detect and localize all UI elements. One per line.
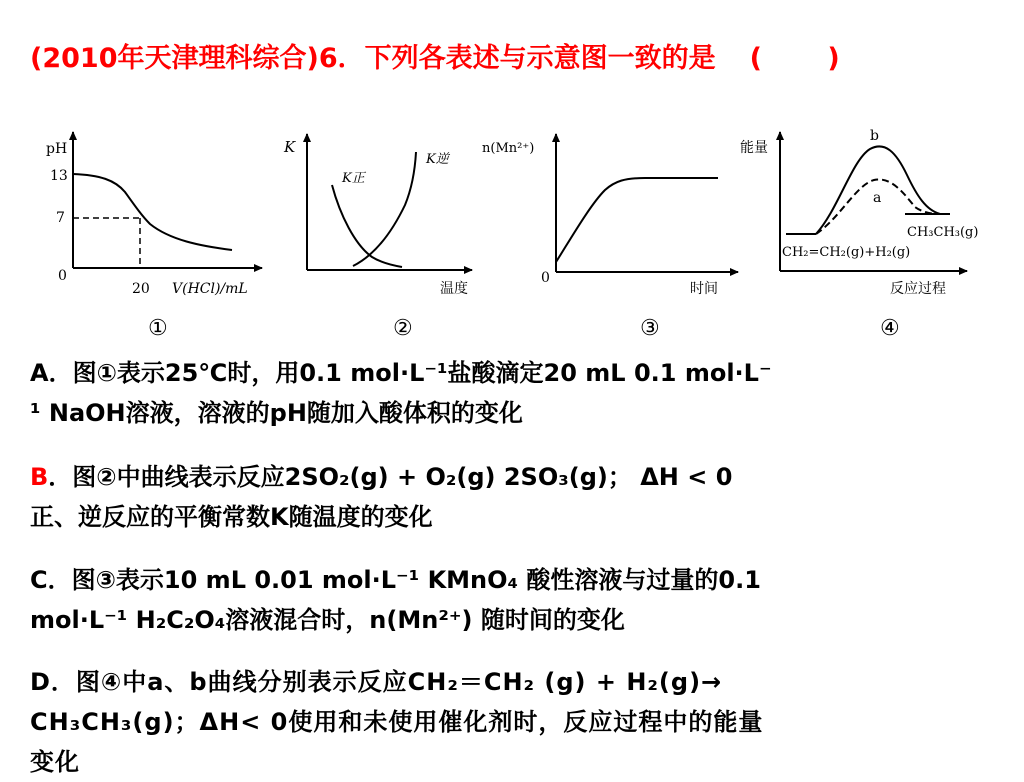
fig1-curve [73, 174, 232, 250]
fig4-label-a: a [873, 190, 882, 206]
fig4-label-b: b [870, 128, 879, 144]
option-a-line2: ¹ NaOH溶液，溶液的pH随加入酸体积的变化 [30, 399, 523, 427]
fig2-label-k-reverse: K逆 [426, 152, 449, 167]
fig2-y-label: K [284, 138, 296, 156]
title-text: (2010年天津理科综合)6．下列各表述与示意图一致的是 [30, 43, 716, 74]
option-b-line1: ．图②中曲线表示反应2SO₂(g) + O₂(g) 2SO₃(g)； ΔH < 0 [48, 463, 733, 491]
option-c[interactable] [30, 560, 995, 640]
fig1-tick-0: 0 [58, 268, 67, 284]
figure-1-titration-curve [46, 132, 262, 341]
option-b-line2: 正、逆反应的平衡常数K随温度的变化 [30, 503, 433, 531]
fig3-origin: 0 [541, 270, 550, 286]
option-d[interactable] [30, 662, 995, 782]
fig1-x-tick-20: 20 [132, 281, 150, 297]
fig2-label-k-forward: K正 [342, 171, 365, 186]
option-d-line2: CH₃CH₃(g)；ΔH< 0使用和未使用催化剂时，反应过程中的能量 [30, 708, 764, 736]
option-a-line1: A．图①表示25℃时，用0.1 mol·L⁻¹盐酸滴定20 mL 0.1 mol·L⁻ [30, 359, 772, 387]
fig1-number: ① [148, 316, 168, 341]
option-c-line1: C．图③表示10 mL 0.01 mol·L⁻¹ KMnO₄ 酸性溶液与过量的0.1 [30, 566, 761, 594]
fig4-number: ④ [880, 316, 900, 341]
fig4-y-label: 能量 [740, 140, 768, 156]
fig3-curve [556, 178, 718, 262]
fig4-x-label: 反应过程 [890, 281, 946, 297]
answer-parentheses: ( ) [749, 43, 868, 74]
fig2-x-label: 温度 [440, 281, 468, 297]
option-a[interactable] [30, 353, 995, 433]
fig2-number: ② [393, 316, 413, 341]
figure-2-equilibrium-constant [283, 134, 472, 341]
figure-3-manganese-time [482, 134, 738, 341]
fig2-curve-k-forward [332, 185, 402, 267]
option-b-letter: B [30, 463, 49, 491]
fig3-number: ③ [640, 316, 660, 341]
fig3-x-label: 时间 [690, 281, 718, 297]
fig3-y-label: n(Mn²⁺) [482, 141, 535, 156]
fig4-reactant-label: CH₂=CH₂(g)+H₂(g) [782, 245, 911, 260]
figure-4-energy-profile [740, 128, 978, 341]
fig4-product-label: CH₃CH₃(g) [907, 225, 979, 240]
option-b[interactable] [30, 457, 995, 537]
fig1-tick-7: 7 [56, 210, 65, 226]
fig1-x-label: V(HCl)/mL [172, 281, 248, 297]
option-d-line3: 变化 [30, 748, 80, 776]
option-c-line2: mol·L⁻¹ H₂C₂O₄溶液混合时，n(Mn²⁺) 随时间的变化 [30, 606, 625, 634]
fig1-tick-13: 13 [50, 168, 68, 184]
option-d-line1: D．图④中a、b曲线分别表示反应CH₂＝CH₂ (g) + H₂(g)→ [30, 668, 723, 696]
fig1-y-label: pH [46, 141, 68, 157]
